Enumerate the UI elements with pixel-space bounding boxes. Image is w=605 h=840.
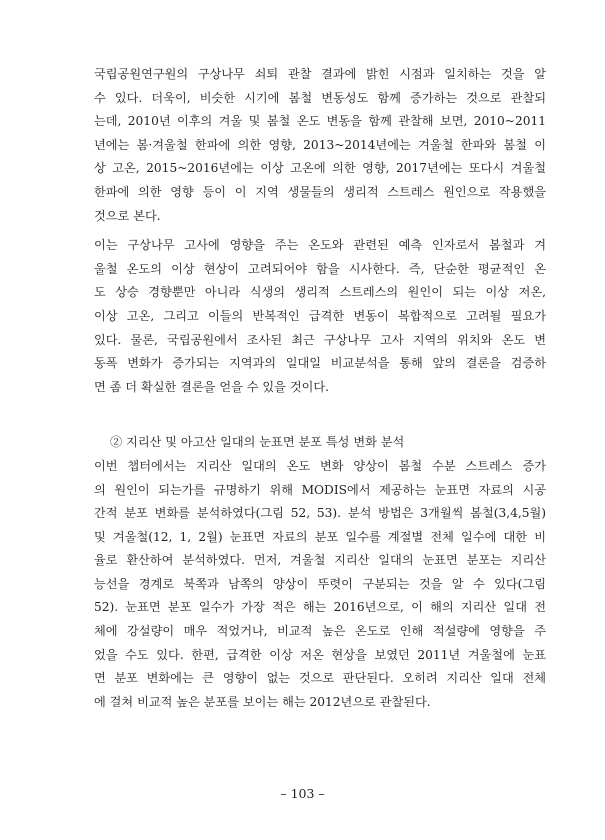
text-line: 이상 고온, 그리고 이들의 반복적인 급격한 변동이 복합적으로 고려될 필요가	[94, 308, 546, 323]
text-line: 능선을 경계로 북쪽과 남쪽의 양상이 뚜렷이 구분되는 것을 알 수 있다(그림	[94, 576, 546, 591]
text-line: 는데, 2010년 이후의 겨울 및 봄철 온도 변동을 함께 관찰해 보면, 2010~2011	[94, 114, 546, 129]
text-line: 이번 챕터에서는 지리산 일대의 온도 변화 양상이 봄철 수분 스트레스 증가	[94, 458, 546, 473]
text-line: 있다. 물론, 국립공원에서 조사된 최근 구상나무 고사 지역의 위치와 온도 변	[94, 332, 546, 347]
text-line: 었을 수도 있다. 한편, 급격한 이상 저온 현상을 보였던 2011년 겨울철에 눈표	[94, 647, 546, 662]
text-line: 및 겨울철(12, 1, 2월) 눈표면 자료의 분포 일수를 계절별 전체 일수에 대한 비	[94, 529, 546, 544]
text-line: 국립공원연구원의 구상나무 쇠퇴 관찰 결과에 밝힌 시점과 일치하는 것을 알	[94, 67, 546, 81]
page-number: – 103 –	[280, 786, 325, 801]
section-heading: ② 지리산 및 아고산 일대의 눈표면 분포 특성 변화 분석	[110, 435, 405, 450]
paragraph-1	[94, 63, 546, 228]
text-line: 율로 환산하여 분석하였다. 먼저, 겨울철 지리산 일대의 눈표면 분포는 지리산	[94, 553, 546, 568]
text-line: 한파에 의한 영향 등이 이 지역 생물들의 생리적 스트레스 원인으로 작용했을	[94, 184, 546, 199]
text-line: 의 원인이 되는가를 규명하기 위해 MODIS에서 제공하는 눈표면 자료의 시공	[94, 482, 546, 497]
text-line: 52). 눈표면 분포 일수가 가장 적은 해는 2016년으로, 이 해의 지리산 일대 전	[94, 600, 546, 615]
text-line: 상 고온, 2015~2016년에는 이상 고온에 의한 영향, 2017년에는 또다시 겨울철	[94, 161, 546, 176]
text-line: 년에는 봄·겨울철 한파에 의한 영향, 2013~2014년에는 겨울철 한파와 봄철 이	[94, 137, 546, 152]
document-body	[94, 63, 546, 714]
text-line: 면 분포 변화에는 큰 영향이 없는 것으로 판단된다. 오히려 지리산 일대 전체	[94, 671, 546, 686]
section-gap	[94, 399, 546, 431]
text-line: 울철 온도의 이상 현상이 고려되어야 함을 시사한다. 즉, 단순한 평균적인 온	[94, 261, 546, 276]
text-line: 동폭 변화가 증가되는 지역과의 일대일 비교분석을 통해 앞의 결론을 검증하	[94, 356, 546, 371]
text-line: 체에 강설량이 매우 적었거나, 비교적 높은 온도로 인해 적설량에 영향을 주	[94, 624, 546, 639]
paragraph-2	[94, 234, 546, 399]
text-line: 도 상승 경향뿐만 아니라 식생의 생리적 스트레스의 원인이 되는 이상 저온,	[94, 285, 546, 300]
text-line: 간적 분포 변화를 분석하였다(그림 52, 53). 분석 방법은 3개월씩 봄철(3,4,5월)	[94, 506, 546, 521]
paragraph-3	[94, 455, 546, 715]
text-line: 수 있다. 더욱이, 비슷한 시기에 봄철 변동성도 함께 증가하는 것으로 관찰되	[94, 90, 546, 105]
text-line: 면 좀 더 확실한 결론을 얻을 수 있을 것이다.	[94, 379, 330, 394]
text-line: 것으로 본다.	[94, 208, 161, 223]
text-line: 이는 구상나무 고사에 영향을 주는 온도와 관련된 예측 인자로서 봄철과 겨	[94, 238, 546, 253]
text-line: 에 걸쳐 비교적 높은 분포를 보이는 해는 2012년으로 관찰된다.	[94, 694, 431, 709]
